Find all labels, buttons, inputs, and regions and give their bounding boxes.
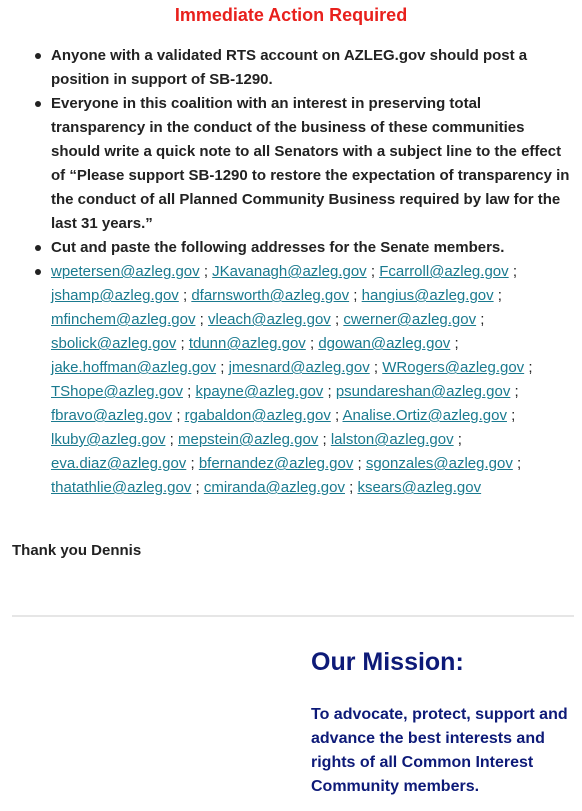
senator-email-link[interactable]: thatathlie@azleg.gov [51,479,192,496]
email-separator: ; [349,479,354,496]
email-separator: ; [457,431,462,448]
email-separator: ; [203,263,208,280]
email-separator: ; [514,383,519,400]
senator-email-link[interactable]: dfarnsworth@azleg.gov [191,287,350,304]
senator-email-link[interactable]: fbravo@azleg.gov [51,407,173,424]
senator-email-link[interactable]: sgonzales@azleg.gov [365,455,513,472]
action-heading: Immediate Action Required [174,5,408,25]
section-divider [12,615,574,617]
email-separator: ; [322,431,327,448]
senator-email-link[interactable]: tdunn@azleg.gov [188,335,306,352]
senator-email-link[interactable]: lalston@azleg.gov [330,431,454,448]
action-list [0,44,570,500]
email-separator: ; [199,311,204,328]
senator-email-link[interactable]: cmiranda@azleg.gov [203,479,345,496]
email-separator: ; [373,359,379,376]
senator-email-link[interactable]: lkuby@azleg.gov [51,431,166,448]
senator-email-link[interactable]: ksears@azleg.gov [357,479,482,496]
senator-email-link[interactable]: sbolick@azleg.gov [51,335,177,352]
senator-email-link[interactable]: kpayne@azleg.gov [195,383,324,400]
senator-email-link[interactable]: JKavanagh@azleg.gov [212,263,367,280]
senator-email-link[interactable]: jmesnard@azleg.gov [228,359,370,376]
senator-email-link[interactable]: Analise.Ortiz@azleg.gov [342,407,507,424]
action-item-rts: Anyone with a validated RTS account on AZLEG.gov should post a position in support of SB-1290. [51,44,570,92]
email-separator: ; [480,311,485,328]
email-separator: ; [190,455,195,472]
senator-email-link[interactable]: Fcarroll@azleg.gov [379,263,509,280]
senator-email-link[interactable]: jake.hoffman@azleg.gov [51,359,217,376]
senator-email-link[interactable]: bfernandez@azleg.gov [198,455,354,472]
email-separator: ; [182,287,188,304]
senator-email-link[interactable]: mepstein@azleg.gov [177,431,319,448]
email-separator: ; [180,335,185,352]
senator-email-link[interactable]: jshamp@azleg.gov [51,287,179,304]
senator-email-link[interactable]: WRogers@azleg.gov [382,359,525,376]
mission-title: Our Mission: [311,648,464,676]
email-separator: ; [353,287,358,304]
email-separator: ; [497,287,502,304]
senator-email-link[interactable]: dgowan@azleg.gov [318,335,451,352]
senator-email-link[interactable]: vleach@azleg.gov [207,311,331,328]
senator-email-link[interactable]: rgabaldon@azleg.gov [184,407,331,424]
email-separator: ; [187,383,192,400]
senator-email-link[interactable]: mfinchem@azleg.gov [51,311,196,328]
email-separator: ; [335,407,340,424]
email-separator: ; [220,359,225,376]
action-item-write-senators: Everyone in this coalition with an interest in preserving total transparency in the conduct of the business of these communities should write a quick note to all Senators with a subject line to the effect of “Please support SB-1290 to restore the expectation of transparency in the conduct of all Planned Community Business required by law for the last 31 years.” [51,92,570,236]
email-separator: ; [169,431,174,448]
email-separator: ; [370,263,376,280]
email-separator: ; [511,407,516,424]
senator-email-link[interactable]: cwerner@azleg.gov [343,311,477,328]
senate-email-list [51,260,570,500]
email-separator: ; [357,455,362,472]
email-separator: ; [512,263,517,280]
senator-email-link[interactable]: TShope@azleg.gov [51,383,183,400]
email-separator: ; [454,335,459,352]
email-separator: ; [195,479,200,496]
mission-text: To advocate, protect, support and advance the best interests and rights of all Common Interest Community members. [311,706,568,795]
email-separator: ; [334,311,340,328]
email-separator: ; [517,455,522,472]
senator-email-link[interactable]: hangius@azleg.gov [361,287,494,304]
email-separator: ; [176,407,181,424]
email-separator: ; [528,359,533,376]
email-separator: ; [309,335,315,352]
signature-thanks: Thank you Dennis [12,542,142,559]
email-separator: ; [327,383,332,400]
senator-email-link[interactable]: eva.diaz@azleg.gov [51,455,187,472]
senator-email-link[interactable]: wpetersen@azleg.gov [51,263,200,280]
senator-email-link[interactable]: psundareshan@azleg.gov [335,383,511,400]
action-item-cut-paste: Cut and paste the following addresses for the Senate members. [51,236,570,260]
